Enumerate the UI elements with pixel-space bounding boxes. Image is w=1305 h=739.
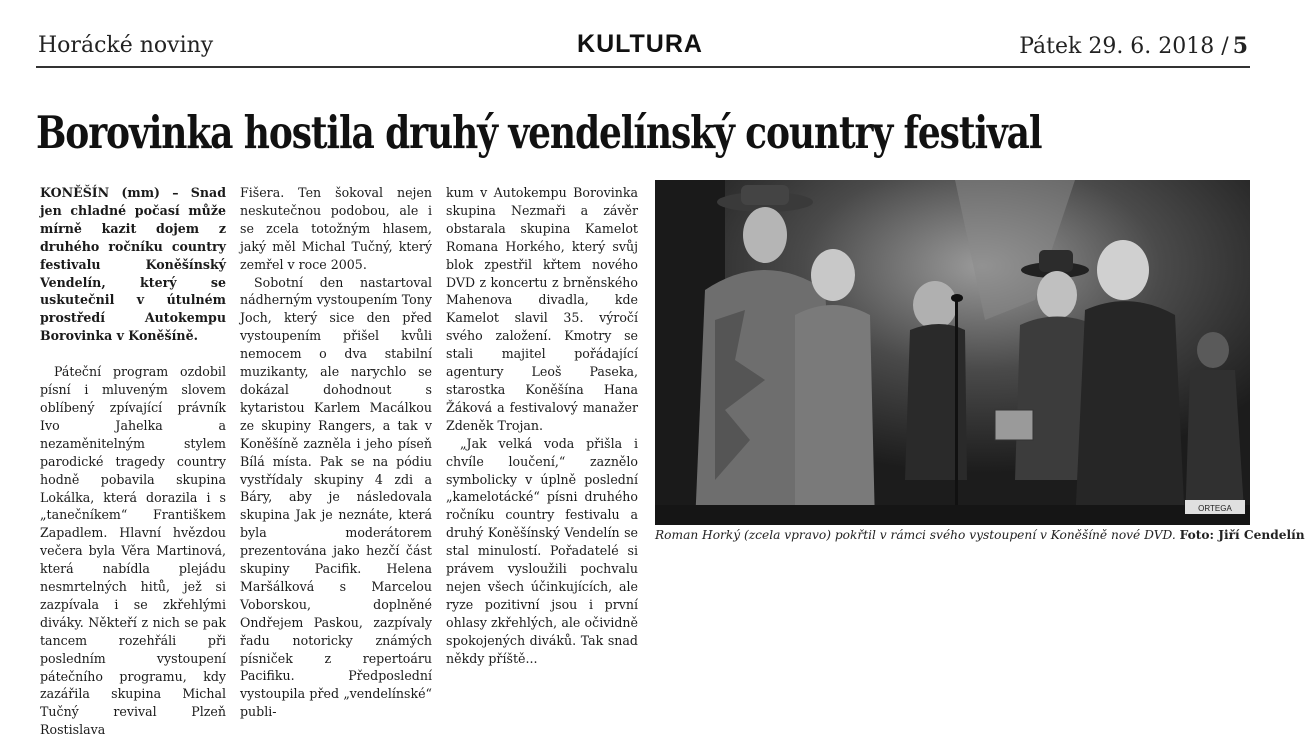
date-text: Pátek 29. 6. 2018 / [1019,34,1229,59]
page-number: 5 [1232,33,1248,59]
paragraph-2-continued: kum v Autokempu Borovinka skupina Nezmaři a závěr obstarala skupina Kamelot Romana Horkého, který svůj blok zpestřil křtem nového DVD z koncertu z brněnského Mahenova divadla, kde Kamelot slavil 35. výročí svého založení. Kmotry se stali majitel pořádající agentury Leoš Paseka, starostka Koněšína Hana Žáková a festivalový manažer Zdeněk Trojan. [446,185,638,433]
paragraph-3: „Jak velká voda přišla i chvíle loučení,“ zaznělo symbolicky v úplně poslední „kamelotácké“ písni druhého ročníku country festivalu a druhý Koněšínský Vendelín se stal minulostí. Pořadatelé si právem vysloužili pochvalu nejen všech účinkujících, ale ryze pozitivní jsou i první ohlasy zkřehlých, ale očividně spokojených diváků. Tak snad někdy příště... [446,435,638,666]
article-lead: KONĚŠÍN (mm) – Snad jen chladné počasí může mírně kazit dojem z druhého ročníku country festivalu Koněšínský Vendelín, který se uskutečnil v útulném prostředí Autokempu Borovinka v Koněšíně. [40,185,226,344]
section-title: KULTURA [577,30,703,58]
paragraph-1-continued: Fišera. Ten šokoval nejen neskutečnou podobou, ale i se zcela totožným hlasem, jaký měl Michal Tučný, který zemřel v roce 2005. [240,185,432,272]
text-column-3 [446,184,638,667]
issue-date [1019,33,1248,59]
text-column-2 [240,184,432,721]
photo-credit: Foto: Jiří Cendelín [1179,528,1305,542]
article-photo [655,180,1250,525]
publication-name: Horácké noviny [38,33,214,58]
caption-text: Roman Horký (zcela vpravo) pokřtil v rámci svého vystoupení v Koněšíně nové DVD. [655,528,1176,542]
concert-photo-illustration [655,180,1250,525]
paragraph-2: Sobotní den nastartoval nádherným vystoupením Tony Joch, který sice den před vystoupením přišel kvůli nemocem o dva stabilní muzikanty, ale narychlo se dokázal dohodnout s kytaristou Karlem Macálkou ze skupiny Rangers, a tak v Koněšíně zazněla i jeho píseň Bílá místa. Pak se na pódiu vystřídaly skupiny 4 zdi a Báry, aby je následovala skupina Jak je neznáte, která byla moderátorem prezentována jako hezčí část skupiny Pacifik. Helena Maršálková s Marcelou Voborskou, doplněné Ondřejem Paskou, zazpívaly řadu notoricky známých písniček z repertoáru Pacifiku. Předposlední vystoupila před „vendelínské“ publi- [240,274,432,720]
page-header [0,0,1280,80]
text-column-1 [40,184,226,739]
header-rule [36,66,1250,68]
paragraph-1: Páteční program ozdobil písní i mluveným slovem oblíbený zpívající právník Ivo Jahelka a nezaměnitelným stylem parodické tragedy country hodně pobavila skupina Lokálka, která dorazila i s „tanečníkem“ Františkem Zapadlem. Hlavní hvězdou večera byla Věra Martinová, která nabídla plejádu nesmrtelných hitů, jež si zazpívala i se zkřehlými diváky. Někteří z nich se pak tancem rozehřáli při posledním vystoupení pátečního programu, kdy zazářila skupina Michal Tučný revival Plzeň Rostislava [40,364,226,738]
article-headline: Borovinka hostila druhý vendelínský country festival [36,106,1042,159]
photo-caption [655,528,1305,542]
stage-equipment-label: ORTEGA [1198,504,1232,513]
